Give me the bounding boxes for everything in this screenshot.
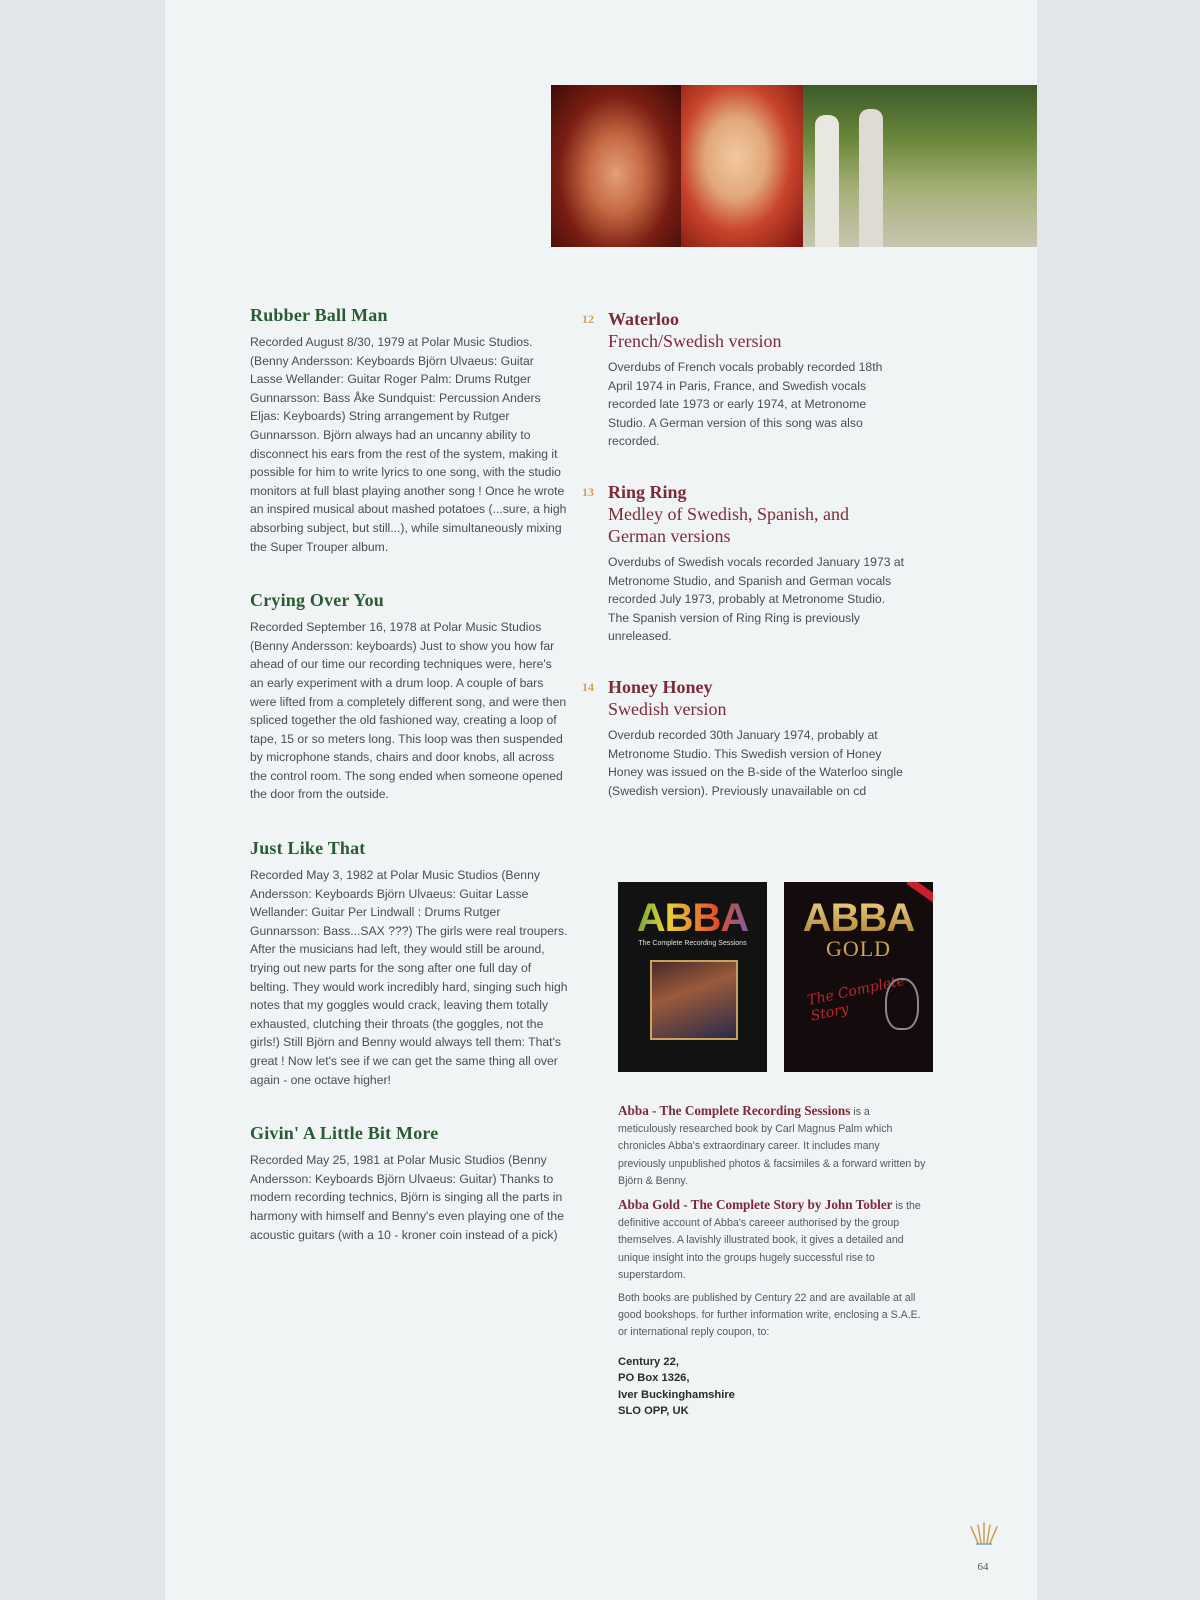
cover-band-photo	[650, 960, 738, 1040]
song-entry	[250, 590, 568, 804]
song-description: Recorded September 16, 1978 at Polar Music Studios (Benny Andersson: keyboards) Just to show you how far ahead of our time our recording techniques were, here's an early experiment with a drum loop. A couple of bars were lifted from a completely different song, and were then spliced together the old fashioned way, creating a loop of tape, 15 or so meters long. This loop was then suspended by microphone stands, chairs and door knobs, all across the control room. The song ended when someone opened the door from the outside.	[250, 620, 567, 802]
track-subtitle: French/Swedish version	[608, 331, 782, 351]
track-description: Overdubs of Swedish vocals recorded January 1973 at Metronome Studio, and Spanish and German vocals recorded July 1973, probably at Metronome Studio. The Spanish version of Ring Ring is previously unreleased.	[608, 554, 905, 644]
photo-band-in-studio	[803, 85, 1037, 247]
address-line: Century 22,	[618, 1355, 679, 1368]
track-title: Waterloo	[608, 309, 679, 329]
track-description: Overdubs of French vocals probably recorded 18th April 1974 in Paris, France, and Swedish vocals recorded late 1973 or early 1974, at Metronome Studio. A German version of this song was also recorded.	[608, 360, 883, 449]
song-description: Recorded May 3, 1982 at Polar Music Studios (Benny Andersson: Keyboards Björn Ulvaeus: Guitar Lasse Wellander: Guitar Per Lindwall : Drums Rutger Gunnarsson: Bass...SAX ???) The girls were real troupers. After the musicians had left, they would still be around, trying out new parts for the song after one full day of belting. They would work incredibly hard, singing such high notes that my goggles would crack, leaving them totally exhausted, clutching their throats (the goggles, not the girls!) Still Björn and Benny would always tell them: That's great ! Now let's see if we can get the same thing all over again - one octave higher!	[250, 868, 568, 1087]
availability-note: Both books are published by Century 22 and are available at all good bookshops. for further information write, enclosing a S.A.E. or international reply coupon, to:	[618, 1292, 921, 1339]
song-title: Crying Over You	[250, 590, 385, 611]
book-1-description: is a meticulously researched book by Carl Magnus Palm which chronicles Abba's extraordinary career. It includes many previously unpublished photos & facsimiles & a forward written by Björn & Benny.	[618, 1106, 926, 1187]
track-number: 14	[582, 679, 594, 694]
photo-singer-red-hair	[551, 85, 681, 247]
book-1-paragraph	[618, 1102, 930, 1190]
track-number: 12	[582, 312, 594, 326]
publisher-address	[618, 1354, 930, 1420]
address-line: PO Box 1326,	[618, 1372, 690, 1385]
book-2-paragraph	[618, 1196, 930, 1284]
book-info	[618, 1102, 930, 1420]
left-column	[250, 305, 568, 1278]
song-entry	[250, 838, 568, 1089]
cover-script-title: The Complete Story	[806, 972, 907, 1025]
track-title: Honey Honey	[608, 676, 713, 697]
song-title: Rubber Ball Man	[250, 305, 388, 325]
document-page	[165, 0, 1037, 1600]
song-description: Recorded August 8/30, 1979 at Polar Music Studios. (Benny Andersson: Keyboards Björn Ulvaeus: Guitar Lasse Wellander: Guitar Roger Palm: Drums Rutger Gunnarsson: Bass Åke Sundquist: Percussion Anders Eljas: Keyboards) String arrangement by Rutger Gunnarsson. Björn always had an uncanny ability to disconnect his ears from the rest of the system, making it possible for him to write lyrics to one song, with the studio monitors at full blast playing another song ! Once he wrote an inspired musical about mashed potatoes (...sure, a high absorbing subject, but still...), while simultaneously mixing the Super Trouper album.	[250, 335, 567, 554]
song-title: Givin' A Little Bit More	[250, 1123, 439, 1144]
book-cover-recording-sessions	[618, 882, 767, 1072]
cover-subtitle: GOLD	[825, 936, 892, 961]
book-2-description: is the definitive account of Abba's careeer authorised by the group themselves. A lavishly illustrated book, it gives a detailed and unique insight into the groups hugely successful rise to superstardom.	[618, 1200, 921, 1281]
track-description: Overdub recorded 30th January 1974, probably at Metronome Studio. This Swedish version of Honey Honey was issued on the B-side of the Waterloo single (Swedish version). Previously unavailable on cd	[608, 727, 903, 798]
abba-logo: ABBA	[784, 896, 933, 941]
song-title: Just Like That	[250, 838, 366, 859]
abba-logo: ABBA	[618, 896, 767, 941]
song-entry	[250, 305, 568, 556]
track-subtitle: Medley of Swedish, Spanish, and German versions	[608, 503, 849, 546]
address-line: Iver Buckinghamshire	[618, 1388, 735, 1401]
song-entry	[250, 1123, 568, 1244]
song-description: Recorded May 25, 1981 at Polar Music Studios (Benny Andersson: Keyboards Björn Ulvaeus: Guitar) Thanks to modern recording technics, Björn is singing all the parts in harmony with himself and Benny's even playing one of the acoustic guitars (with a 10 - kroner coin instead of a pick)	[250, 1153, 564, 1242]
page-number: 64	[977, 1561, 989, 1573]
header-photo-strip	[551, 85, 1037, 247]
track-subtitle: Swedish version	[608, 698, 727, 719]
book-covers	[618, 882, 928, 1072]
track-entry	[582, 308, 907, 451]
track-number: 13	[582, 484, 594, 499]
address-line: SLO OPP, UK	[618, 1405, 689, 1418]
track-entry	[582, 676, 907, 800]
right-column	[582, 308, 907, 830]
book-cover-abba-gold	[784, 882, 933, 1072]
cover-face-illustration	[885, 978, 919, 1030]
cover-subtitle: The Complete Recording Sessions	[638, 940, 747, 947]
photo-singer-blonde	[681, 85, 803, 247]
book-2-title: Abba Gold - The Complete Story by John Tobler	[618, 1197, 893, 1213]
book-1-title: Abba - The Complete Recording Sessions	[618, 1103, 851, 1118]
track-entry	[582, 481, 907, 646]
track-title: Ring Ring	[608, 481, 687, 502]
crown-icon	[967, 1521, 1001, 1547]
